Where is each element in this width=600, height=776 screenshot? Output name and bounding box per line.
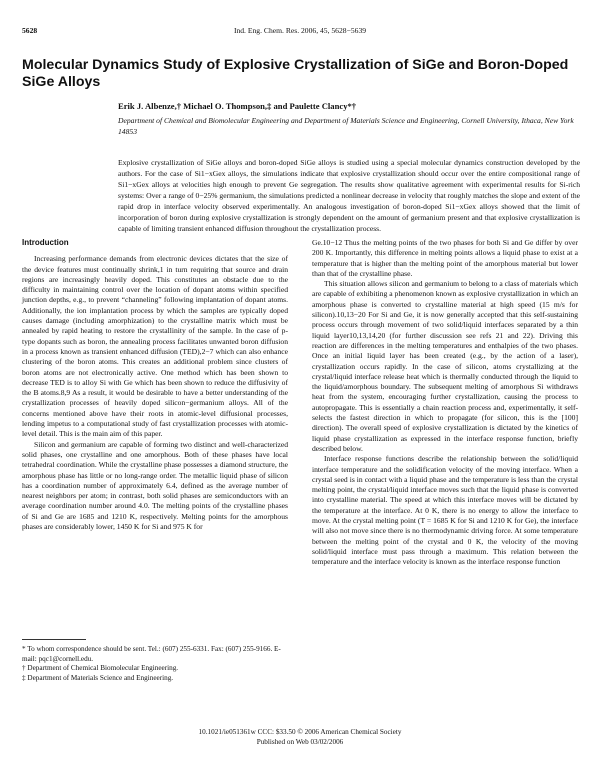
footnote-dagger: † Department of Chemical Biomolecular Engineering. <box>22 664 179 673</box>
running-header <box>22 26 578 38</box>
affiliation: Department of Chemical and Biomolecular Engineering and Department of Materials Science and Engineering, Cornell University, Ithaca, New York 14853 <box>118 116 574 136</box>
doi-line: 10.1021/ie051361w CCC: $33.50 © 2006 American Chemical Society <box>198 728 402 736</box>
paragraph: Interface response functions describe the relationship between the solid/liquid interface temperature and the solidification velocity of the moving interface. When a crystal seed is in contact with a liquid phase and the temperature is less than the crystal melting point, the crystal/liquid interface moves such that the liquid phase is converted into crystalline material. The speed at which this interface moves will be dictated by the temperature at the interface. At 0 K, there is no energy to allow the interface to move. At the crystal melting point (T = 1685 K for Si and 1210 K for Ge), the interface will also not move since there is no thermodynamic driving force. At some temperature between the melting point of the crystal and 0 K, the velocity of the moving solid/liquid interface must pass through a maximum. This relation between the temperature and the interface velocity is known as the interface response function <box>312 454 578 567</box>
article-title: Molecular Dynamics Study of Explosive Crystallization of SiGe and Boron-Doped SiGe Alloys <box>22 57 569 90</box>
left-column <box>22 238 288 532</box>
right-column <box>312 238 578 568</box>
abstract: Explosive crystallization of SiGe alloys and boron-doped SiGe alloys is studied using a special molecular dynamics construction developed by the authors. For the case of Si1−xGex alloys, the simulations indicate that explosive crystallization should occur over the entire compositional range of Si1−xGex alloys at velocities high enough to prevent Ge segregation. The results show qualitative agreement with experimental results for Si-rich systems: Over a range of 0−25% germanium, the simulations predicted a nonlinear decrease in velocity that roughly matches the slope and extent of the rapid drop in interface velocity observed experimentally. An analogous investigation of boron-doped Si1−xGex alloys showed that the limit of incorporation of boron during explosive crystallization is strongly dependent on the amount of germanium present and that explosive crystallization is capable of limiting transient enhanced diffusion throughout the crystallization process. <box>118 158 580 233</box>
footnote-double-dagger: ‡ Department of Materials Science and Engineering. <box>22 673 174 682</box>
published-date: Published on Web 03/02/2006 <box>256 737 344 746</box>
publication-info <box>0 728 600 747</box>
paragraph: Silicon and germanium are capable of forming two distinct and well-characterized solid phases, one crystalline and one amorphous. Both of these phases have local tetrahedral coordination. While the crystalline phase possesses a diamond structure, the amorphous phase has little or no long-range order. The metallic liquid phase of silicon has a coordination number of approximately 6.4, defined as the average number of nearest neighbors per atom; in contrast, both solid phases are semiconductors with an average coordination number around 4.0. The melting points of the crystalline phases of Si and Ge are 1685 and 1210 K, respectively. Melting points for the amorphous phases are considerably lower, 1450 K for Si and 975 K for <box>22 439 288 532</box>
footnotes <box>22 645 288 683</box>
author-list: Erik J. Albenze,† Michael O. Thompson,‡ and Paulette Clancy*† <box>118 101 357 111</box>
paragraph: Increasing performance demands from electronic devices dictates that the size of the device features must continually shrink,1 in turn requiring that source and drain regions are increasingly heavily doped. This constitutes an obstacle due to the difficulty in maintaining control over the location of dopant atoms within specified junction depths, e.g., to prevent “channeling” following implantation of dopant atoms. Additionally, the ion implantation process by which the samples are typically doped causes damage (including amorphization) to the crystalline matrix which must be annealed by rapid heating to restore the crystallinity of the sample. In the case of p-type dopants such as boron, the annealing process facilitates unwanted boron diffusion in a process known as transient enhanced diffusion (TED),2−7 which can also enhance clustering of the boron atoms. This creates an additional problem since clusters of boron atoms are not electronically active. One method which has been shown to decrease TED is to alloy Si with Ge which has been shown to reduce the diffusivity of the B atoms.8,9 As a result, it would be desirable to have a better understanding of the crystallization processes of heavily doped silicon−germanium alloys. All of the concerns mentioned above have their roots in atomic-level diffusional processes, lending impetus to a computational study of fast crystallization processes with atomic-level detail. This is the main aim of this paper. <box>22 254 288 439</box>
page-number: 5628 <box>22 26 38 35</box>
footnote-divider <box>22 639 86 640</box>
paragraph: Ge.10−12 Thus the melting points of the two phases for both Si and Ge differ by over 200 K. Importantly, this difference in melting points allows a liquid phase to exist at a temperature that is higher than the melting point of the amorphous material but lower than that of the crystalline phase. <box>312 238 578 278</box>
paragraph: This situation allows silicon and germanium to belong to a class of materials which are capable of exhibiting a phenomenon known as explosive crystallization in which an amorphous phase is converted to crystalline material at high speed (15 m/s for silicon).10,13−20 For Si and Ge, it is now generally accepted that this self-sustaining process occurs through movement of two solid/liquid interfaces separated by a thin liquid layer10,13,14,20 (for further discussion see refs 21 and 22). Driving this reaction are differences in the melting temperatures and enthalpies of the two phases. Once an initial liquid layer has been created (e.g., by the action of a laser), crystallization occurs rapidly. In the case of silicon, atoms crystallizing at the crystal/liquid interface release heat which is thermally conducted through the liquid to the liquid/amorphous boundary. The subsequent melting of amorphous Si withdraws heat from the system, encouraging further crystallization, causing the process to autopropagate. This is essentially a chain reaction process and, experimentally, it self-selects the fastest direction in which to propagate (for silicon, this is the [100] direction). The overall speed of explosive crystallization is dictated by the kinetics of liquid phase crystallization as expressed in the interface response function, briefly described below. <box>312 279 578 453</box>
journal-reference: Ind. Eng. Chem. Res. 2006, 45, 5628−5639 <box>233 26 367 35</box>
footnote-correspondence: * To whom correspondence should be sent. Tel.: (607) 255-6331. Fax: (607) 255-9166. E-mail: pqc1@cornell.edu. <box>22 645 281 663</box>
section-heading-introduction: Introduction <box>22 238 69 247</box>
